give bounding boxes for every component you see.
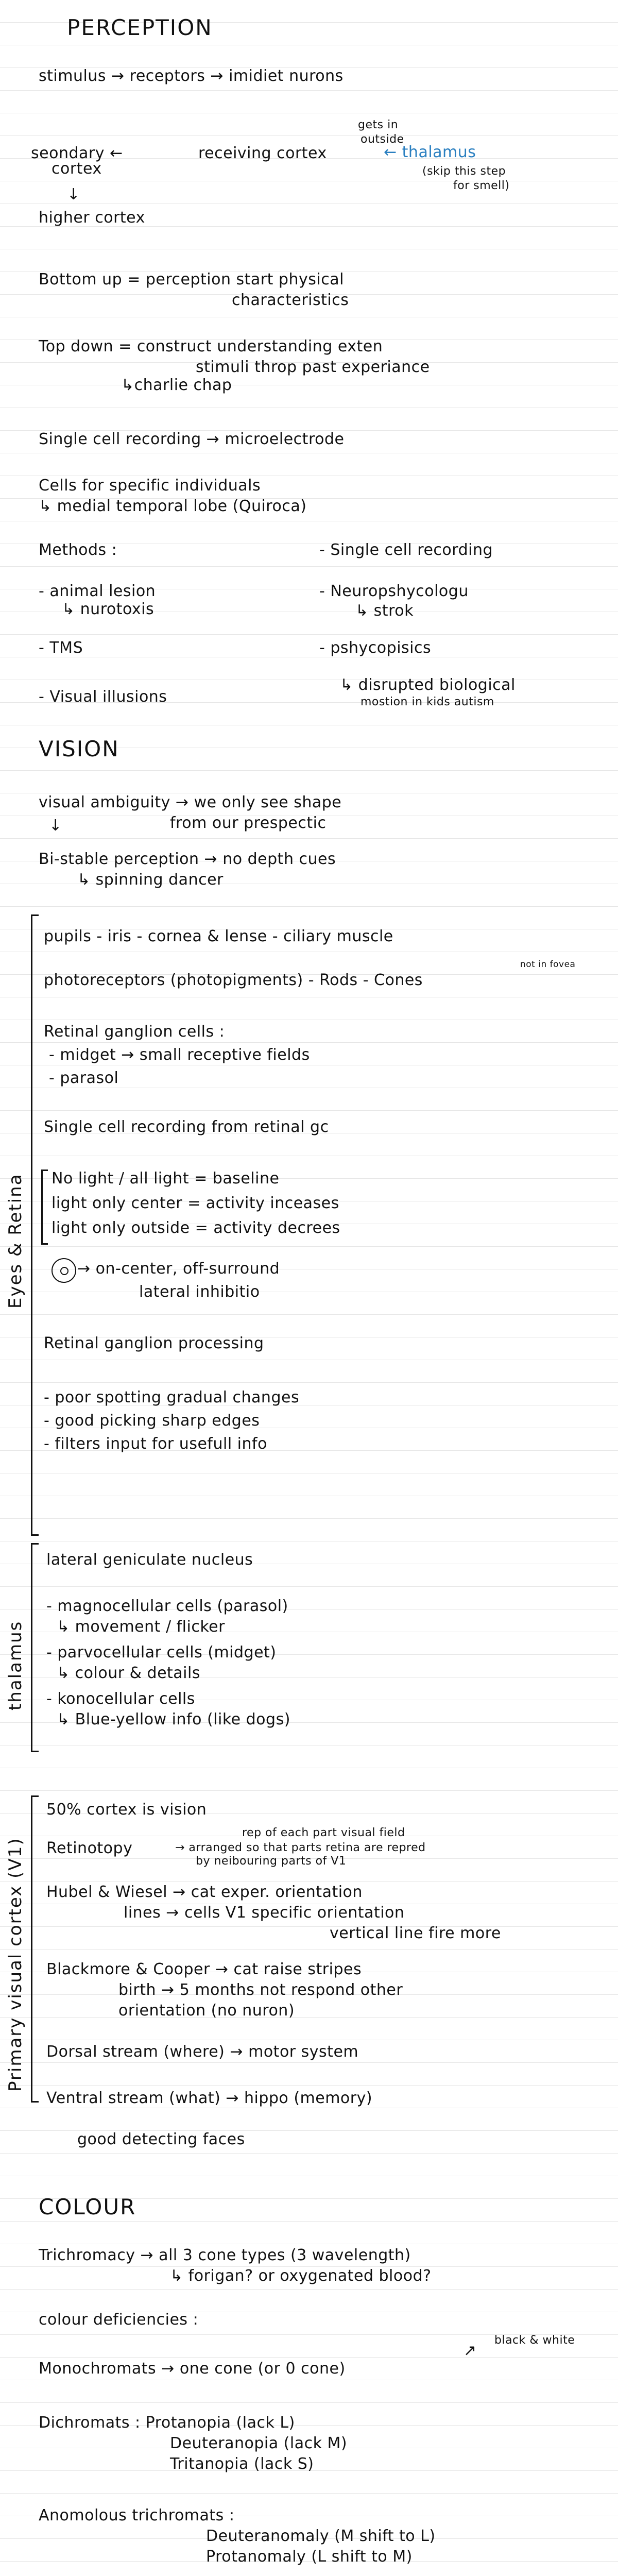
note-line: Tritanopia (lack S) <box>170 2455 314 2473</box>
note-line: - good picking sharp edges <box>44 1412 260 1430</box>
note-line: - pshycopisics <box>319 639 432 657</box>
side-label-eyes-retina: Eyes & Retina <box>5 1173 26 1309</box>
note-line: ↳ spinning dancer <box>77 871 224 889</box>
note-line-highlight: ← thalamus <box>384 143 476 161</box>
note-line: Dorsal stream (where) → motor system <box>46 2043 359 2061</box>
note-line: light only outside = activity decrees <box>52 1219 340 1237</box>
note-line: ↳ Blue-yellow info (like dogs) <box>57 1710 290 1728</box>
note-line: Bottom up = perception start physical <box>39 270 344 289</box>
side-label-primary-visual-cortex: Primary visual cortex (V1) <box>5 1837 26 2092</box>
note-line: Hubel & Wiesel → cat exper. orientation <box>46 1883 363 1901</box>
note-line: - midget → small receptive fields <box>49 1046 310 1064</box>
note-line: lateral inhibitio <box>139 1283 260 1301</box>
note-line: ↳charlie chap <box>121 376 232 394</box>
note-annotation: (skip this step <box>422 165 506 178</box>
section-title-colour: COLOUR <box>39 2194 136 2219</box>
note-heading: colour deficiencies : <box>39 2311 199 2329</box>
note-line: Trichromacy → all 3 cone types (3 wavelength) <box>39 2246 411 2264</box>
note-line: - TMS <box>39 639 83 657</box>
note-line: higher cortex <box>39 209 145 227</box>
note-line: → on-center, off-surround <box>77 1260 280 1278</box>
note-annotation: gets in <box>358 118 399 131</box>
note-line: seondary ← <box>31 144 123 162</box>
note-line: Retinal ganglion processing <box>44 1334 264 1352</box>
note-line: Deuteranomaly (M shift to L) <box>206 2527 436 2545</box>
note-annotation: outside <box>360 133 404 146</box>
note-line: - magnocellular cells (parasol) <box>46 1597 288 1615</box>
note-annotation: by neibouring parts of V1 <box>196 1855 347 1868</box>
note-line: Ventral stream (what) → hippo (memory) <box>46 2089 373 2107</box>
note-line: pupils - iris - cornea & lense - ciliary muscle <box>44 927 393 945</box>
note-line: good detecting faces <box>77 2130 245 2148</box>
note-line: ↳ movement / flicker <box>57 1618 225 1636</box>
note-line: characteristics <box>232 291 349 309</box>
note-line: from our prespectic <box>170 814 327 832</box>
note-line: orientation (no nuron) <box>118 2002 295 2020</box>
section-bracket <box>31 914 39 1536</box>
note-line: Retinotopy <box>46 1839 133 1857</box>
note-line: Deuteranopia (lack M) <box>170 2434 348 2452</box>
section-title-perception: PERCEPTION <box>67 15 213 40</box>
note-line: - parvocellular cells (midget) <box>46 1643 277 1662</box>
note-line: Bi-stable perception → no depth cues <box>39 850 336 868</box>
note-line: - konocellular cells <box>46 1690 195 1708</box>
note-line: birth → 5 months not respond other <box>118 1981 403 1999</box>
note-heading: Methods : <box>39 541 117 559</box>
note-line: Single cell recording → microelectrode <box>39 430 345 448</box>
note-annotation: not in fovea <box>520 959 576 970</box>
note-line: cortex <box>52 160 102 178</box>
note-line: Monochromats → one cone (or 0 cone) <box>39 2360 346 2378</box>
note-line: photoreceptors (photopigments) - Rods - Cones <box>44 971 423 989</box>
note-line: No light / all light = baseline <box>52 1170 280 1188</box>
note-line: ↳ nurotoxis <box>62 600 154 618</box>
note-line: Anomolous trichromats : <box>39 2506 235 2524</box>
note-line: light only center = activity inceases <box>52 1194 339 1212</box>
note-line: ↳ disrupted biological <box>340 676 516 694</box>
note-line: lines → cells V1 specific orientation <box>124 1904 405 1922</box>
receptive-field-diagram <box>52 1258 76 1283</box>
note-line: stimulus → receptors → imidiet nurons <box>39 67 344 85</box>
note-line: Single cell recording from retinal gc <box>44 1118 329 1136</box>
note-line: visual ambiguity → we only see shape <box>39 793 342 811</box>
note-annotation: black & white <box>494 2334 575 2347</box>
side-label-thalamus: thalamus <box>5 1620 26 1710</box>
note-line: - Neuropshycologu <box>319 582 469 600</box>
note-line: Blackmore & Cooper → cat raise stripes <box>46 1960 362 1978</box>
note-line: Top down = construct understanding exten <box>39 337 383 355</box>
sub-bracket <box>41 1170 48 1245</box>
arrow-glyph: ↓ <box>67 185 80 204</box>
note-line: Cells for specific individuals <box>39 477 261 495</box>
note-line: - parasol <box>49 1069 119 1087</box>
section-bracket <box>31 1543 39 1752</box>
note-line: - Single cell recording <box>319 541 493 559</box>
note-line: - poor spotting gradual changes <box>44 1388 300 1406</box>
note-line: stimuli throp past experiance <box>196 358 430 376</box>
note-line: Dichromats : Protanopia (lack L) <box>39 2414 295 2432</box>
note-line: - Visual illusions <box>39 688 167 706</box>
arrow-glyph: ↓ <box>49 817 62 835</box>
note-annotation: for smell) <box>453 179 510 192</box>
note-line: Protanomaly (L shift to M) <box>206 2548 413 2566</box>
section-title-vision: VISION <box>39 736 119 761</box>
note-line: ↳ colour & details <box>57 1664 200 1682</box>
note-line: ↳ medial temporal lobe (Quiroca) <box>39 497 307 515</box>
note-line: ↳ strok <box>355 602 414 620</box>
note-line: vertical line fire more <box>330 1924 501 1942</box>
note-annotation: rep of each part visual field <box>242 1826 405 1839</box>
note-line: receiving cortex <box>198 144 327 162</box>
arrow-glyph: ↗ <box>464 2342 477 2360</box>
note-line: Retinal ganglion cells : <box>44 1023 225 1041</box>
note-line: lateral geniculate nucleus <box>46 1551 253 1569</box>
note-line: - filters input for usefull info <box>44 1435 267 1453</box>
note-line: - animal lesion <box>39 582 156 600</box>
note-annotation: → arranged so that parts retina are repred <box>175 1841 426 1854</box>
note-line: ↳ forigan? or oxygenated blood? <box>170 2267 432 2285</box>
note-line: 50% cortex is vision <box>46 1801 207 1819</box>
section-bracket <box>31 1795 39 2103</box>
note-annotation: mostion in kids autism <box>360 696 494 708</box>
